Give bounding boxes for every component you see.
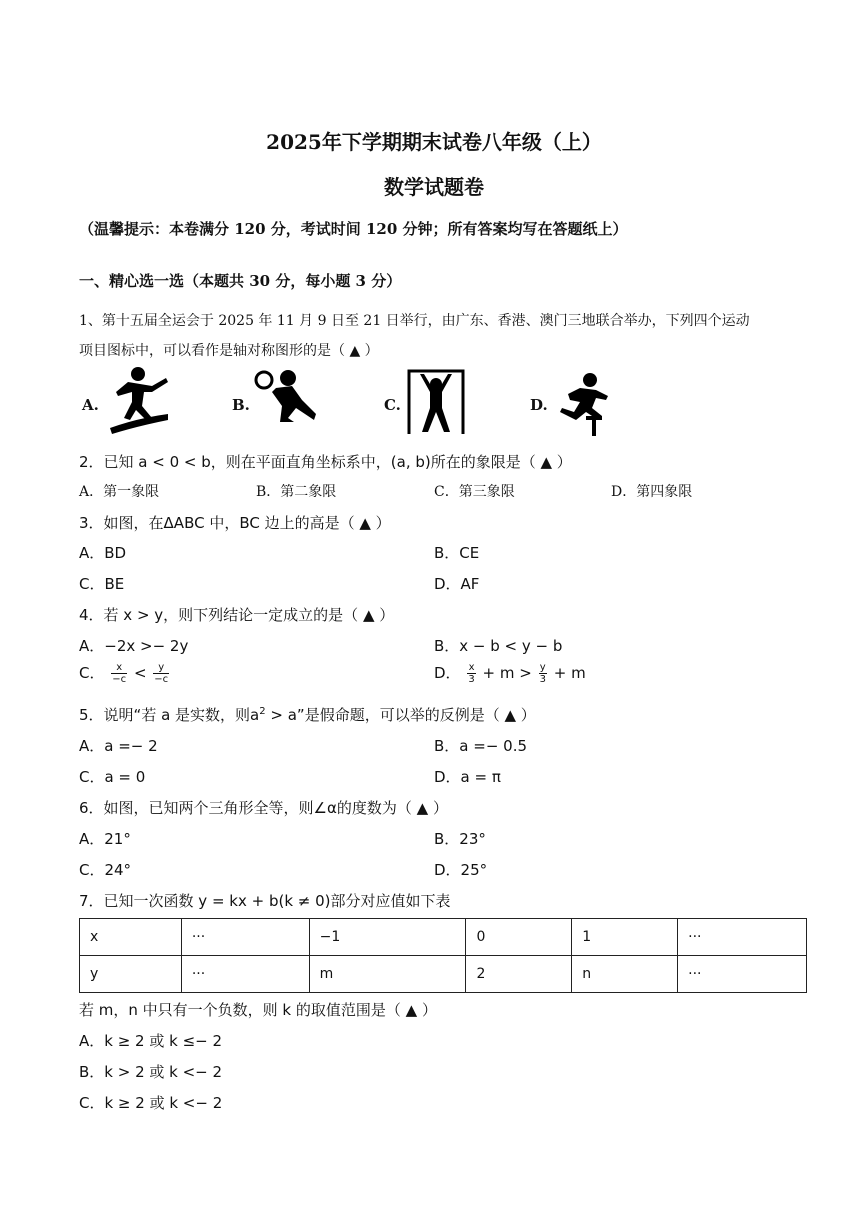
q7-option-b: B．k > 2 或 k <− 2	[79, 1063, 223, 1081]
fraction-denominator: 3	[539, 674, 546, 685]
q2-option-d: D．第四象限	[611, 484, 693, 500]
table-cell: 0	[466, 919, 572, 956]
expression-end: + m	[553, 664, 586, 682]
table-row	[80, 919, 807, 956]
table-cell: −1	[309, 919, 466, 956]
q6-stem: 6．如图，已知两个三角形全等，则∠α的度数为（ ▲ ）	[79, 799, 448, 817]
fraction-denominator: −c	[154, 674, 169, 685]
q2-option-a: A．第一象限	[79, 484, 160, 500]
value-table	[79, 918, 807, 993]
q4-option-d-label: D．	[434, 664, 461, 682]
q4-option-d	[434, 662, 586, 685]
fraction-numerator: y	[153, 662, 169, 674]
expression-middle: + m >	[482, 664, 532, 682]
q4-option-a: A．−2x >− 2y	[79, 637, 189, 655]
q4-option-c-label: C．	[79, 664, 105, 682]
q3-option-c: C．BE	[79, 575, 125, 593]
q5-stem-part1: 5．说明“若 a 是实数，则a	[79, 706, 260, 724]
surfing-icon	[108, 366, 170, 436]
q4-stem: 4．若 x > y，则下列结论一定成立的是（ ▲ ）	[79, 606, 395, 624]
gymnastics-rings-icon	[406, 368, 466, 434]
table-cell: n	[572, 956, 678, 993]
table-cell: m	[309, 956, 466, 993]
section-heading: 一、精心选一选（本题共 30 分，每小题 3 分）	[79, 272, 402, 290]
table-cell: x	[80, 919, 182, 956]
q5-option-a: A．a =− 2	[79, 737, 158, 755]
q4-option-c	[79, 662, 171, 685]
table-cell: ···	[181, 919, 309, 956]
table-cell: y	[80, 956, 182, 993]
q1-stem-line2: 项目图标中，可以看作是轴对称图形的是（ ▲ ）	[79, 343, 379, 359]
q7-stem: 7．已知一次函数 y = kx + b(k ≠ 0)部分对应值如下表	[79, 892, 451, 910]
q1-option-c-label: C.	[384, 396, 401, 414]
q7-option-c: C．k ≥ 2 或 k <− 2	[79, 1094, 223, 1112]
fraction-numerator: x	[468, 662, 475, 673]
table-cell: 1	[572, 919, 678, 956]
q6-option-c: C．24°	[79, 861, 132, 879]
table-cell: ···	[678, 919, 807, 956]
table-cell: 2	[466, 956, 572, 993]
q2-option-b: B．第二象限	[256, 484, 337, 500]
q5-option-b: B．a =− 0.5	[434, 737, 528, 755]
q3-option-a: A．BD	[79, 544, 127, 562]
q6-option-b: B．23°	[434, 830, 486, 848]
q7-option-a: A．k ≥ 2 或 k ≤− 2	[79, 1032, 223, 1050]
fraction-denominator: −c	[112, 674, 127, 685]
q5-stem-part2: > a”是假命题，可以举的反例是（ ▲ ）	[265, 706, 536, 724]
fraction-numerator: x	[111, 662, 127, 674]
q3-stem: 3．如图，在ΔABC 中，BC 边上的高是（ ▲ ）	[79, 514, 391, 532]
table-cell: ···	[181, 956, 309, 993]
q5-stem	[79, 704, 536, 725]
table-row	[80, 956, 807, 993]
q4-option-b: B．x − b < y − b	[434, 637, 563, 655]
q1-option-d-label: D.	[530, 396, 548, 414]
fraction-numerator: y	[539, 662, 546, 673]
q3-option-b: B．CE	[434, 544, 480, 562]
exam-subtitle: 数学试题卷	[384, 175, 484, 199]
q3-option-d: D．AF	[434, 575, 480, 593]
q5-option-c: C．a = 0	[79, 768, 146, 786]
fraction-denominator: 3	[468, 674, 475, 685]
table-cell: ···	[678, 956, 807, 993]
exam-note: （温馨提示：本卷满分 120 分，考试时间 120 分钟；所有答案均写在答题纸上）	[79, 220, 628, 238]
volleyball-icon	[254, 366, 324, 426]
hurdles-icon	[556, 372, 612, 438]
q1-option-a-label: A.	[82, 396, 99, 414]
q2-stem: 2．已知 a < 0 < b，则在平面直角坐标系中，(a, b)所在的象限是（ ▲ ）	[79, 453, 572, 471]
q6-option-d: D．25°	[434, 861, 488, 879]
q5-option-d: D．a = π	[434, 768, 501, 786]
q2-option-c: C．第三象限	[434, 484, 515, 500]
q1-option-b-label: B.	[232, 396, 250, 414]
exam-title: 2025年下学期期末试卷八年级（上）	[266, 130, 602, 154]
q5-exponent: 2	[259, 706, 266, 717]
q6-option-a: A．21°	[79, 830, 131, 848]
q7-condition: 若 m，n 中只有一个负数，则 k 的取值范围是（ ▲ ）	[79, 1001, 437, 1019]
inequality-sign: <	[133, 664, 147, 682]
q1-stem-line1: 1、第十五届全运会于 2025 年 11 月 9 日至 21 日举行，由广东、香港、澳门三地联合举办，下列四个运动	[79, 313, 750, 329]
